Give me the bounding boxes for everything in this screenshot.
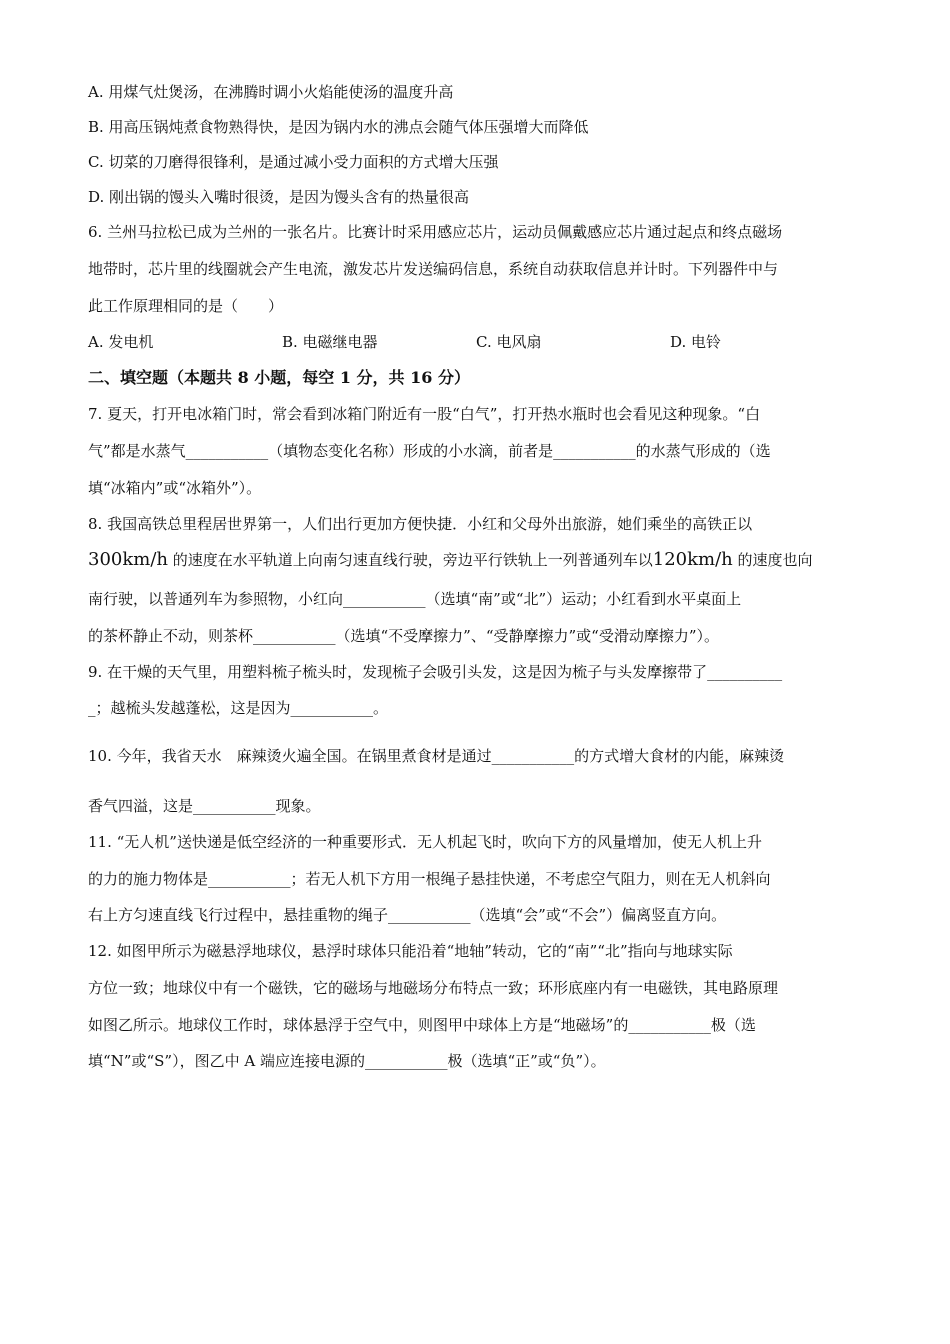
q8-line-4: 的茶杯静止不动，则茶杯___________（选填“不受摩擦力”、“受静摩擦力”或“受滑动摩擦力”）。	[88, 627, 720, 645]
q8-line-2-mid: 的速度在水平轨道上向南匀速直线行驶，旁边平行铁轨上一列普通列车以	[168, 551, 653, 569]
q6-line-1: 6. 兰州马拉松已成为兰州的一张名片。比赛计时采用感应芯片，运动员佩戴感应芯片通过起点和终点磁场	[88, 223, 783, 241]
q5-option-b: B. 用高压锅炖煮食物熟得快，是因为锅内水的沸点会随气体压强增大而降低	[88, 118, 589, 136]
q8-line-2-end: 的速度也向	[732, 551, 813, 569]
q6-option-a: A. 发电机	[88, 333, 154, 351]
q12-line-1: 12. 如图甲所示为磁悬浮地球仪，悬浮时球体只能沿着“地轴”转动，它的“南”“北”指向与地球实际	[88, 942, 733, 960]
section-2-heading: 二、填空题（本题共 8 小题，每空 1 分，共 16 分）	[88, 368, 470, 387]
q7-line-1: 7. 夏天，打开电冰箱门时，常会看到冰箱门附近有一股“白气”，打开热水瓶时也会看见这种现象。“白	[88, 405, 761, 423]
q6-line-3: 此工作原理相同的是（ ）	[88, 297, 284, 315]
q5-option-d: D. 刚出锅的馒头入嘴时很烫，是因为馒头含有的热量很高	[88, 188, 470, 206]
q12-line-2: 方位一致；地球仪中有一个磁铁，它的磁场与地磁场分布特点一致；环形底座内有一电磁铁，其电路原理	[88, 979, 779, 997]
q9-line-1: 9. 在干燥的天气里，用塑料梳子梳头时，发现梳子会吸引头发，这是因为梳子与头发摩擦带了__________	[88, 663, 783, 681]
q10-line-1: 10. 今年，我省天水 麻辣烫火遍全国。在锅里煮食材是通过___________的方式增大食材的内能，麻辣烫	[88, 747, 785, 765]
q12-line-4: 填“N”或“S”），图乙中 A 端应连接电源的___________极（选填“正”或“负”）。	[88, 1052, 606, 1070]
q11-line-3: 右上方匀速直线飞行过程中，悬挂重物的绳子___________（选填“会”或“不会”）偏离竖直方向。	[88, 906, 727, 924]
q10-line-2: 香气四溢，这是___________现象。	[88, 797, 321, 815]
q11-line-1: 11. “无人机”送快递是低空经济的一种重要形式．无人机起飞时，吹向下方的风量增加，使无人机上升	[88, 833, 762, 851]
q5-option-c: C. 切菜的刀磨得很锋利，是通过减小受力面积的方式增大压强	[88, 153, 499, 171]
q8-line-1: 8. 我国高铁总里程居世界第一，人们出行更加方便快捷．小红和父母外出旅游，她们乘坐的高铁正以	[88, 515, 753, 533]
q7-line-2: 气”都是水蒸气___________（填物态变化名称）形成的小水滴，前者是___________的水蒸气形成的（选	[88, 442, 771, 460]
q6-line-2: 地带时，芯片里的线圈就会产生电流，激发芯片发送编码信息，系统自动获取信息并计时。下列器件中与	[88, 260, 779, 278]
q8-speed-1: 300km/h	[88, 549, 168, 570]
q6-option-b: B. 电磁继电器	[282, 333, 378, 351]
q9-line-2: _；越梳头发越蓬松，这是因为___________。	[88, 699, 389, 717]
q7-line-3: 填“冰箱内”或“冰箱外”）。	[88, 479, 262, 497]
q5-option-a: A. 用煤气灶煲汤，在沸腾时调小火焰能使汤的温度升高	[88, 83, 454, 101]
q8-line-2	[88, 550, 813, 570]
q6-option-c: C. 电风扇	[476, 333, 542, 351]
q6-option-d: D. 电铃	[670, 333, 722, 351]
q8-speed-2: 120km/h	[652, 549, 733, 570]
q8-line-3: 南行驶，以普通列车为参照物，小红向___________（选填“南”或“北”）运动；小红看到水平桌面上	[88, 590, 742, 608]
q12-line-3: 如图乙所示。地球仪工作时，球体悬浮于空气中，则图甲中球体上方是“地磁场”的___________极（选	[88, 1016, 756, 1034]
q11-line-2: 的力的施力物体是___________；若无人机下方用一根绳子悬挂快递，不考虑空气阻力，则在无人机斜向	[88, 870, 771, 888]
